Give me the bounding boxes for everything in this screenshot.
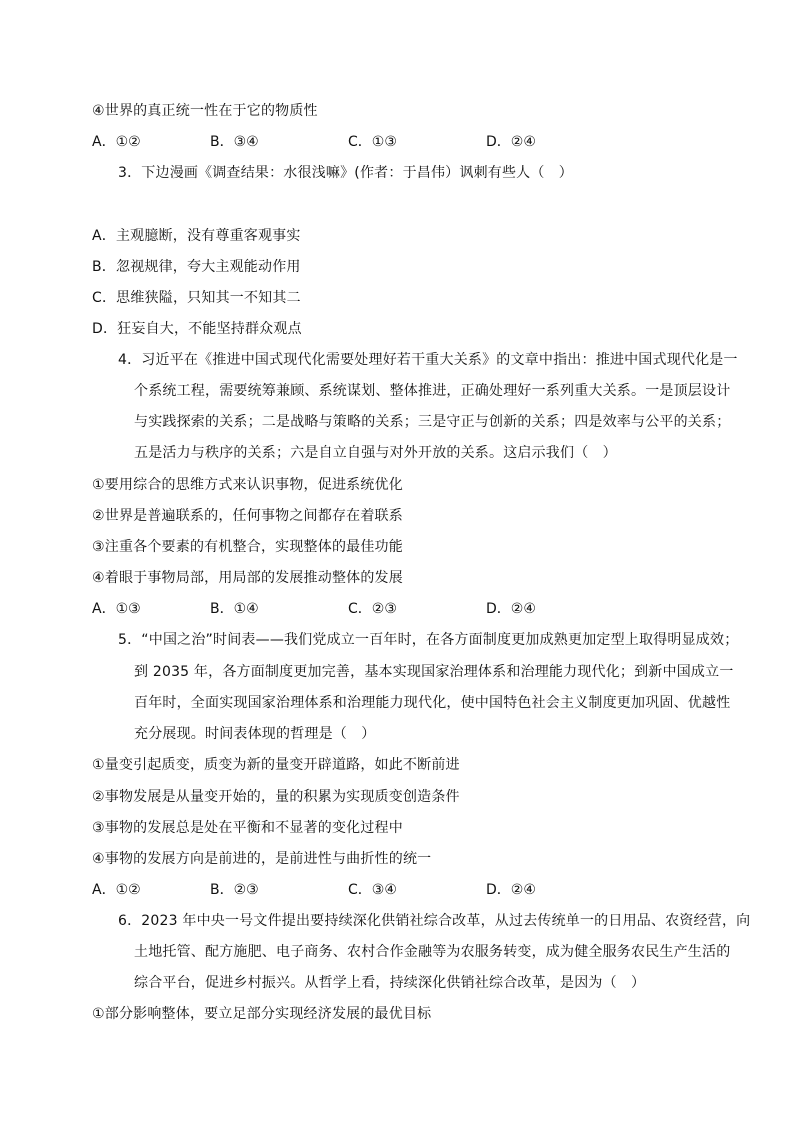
q6-item-1: ①部分影响整体，要立足部分实现经济发展的最优目标 [92,1006,432,1022]
q5-stem-line: 百年时，全面实现国家治理体系和治理能力现代化，使中国特色社会主义制度更加巩固、优越性 [134,695,731,711]
q5-stem-line: 充分展现。时间表体现的哲理是（ ） [134,726,376,742]
q5-option-c: C．③④ [348,882,397,898]
q5-item-1: ①量变引起质变，质变为新的量变开辟道路，如此不断前进 [92,757,460,773]
q2-option-a: A．①② [92,134,141,150]
q4-item-2: ②世界是普遍联系的，任何事物之间都存在着联系 [92,508,403,524]
q5-item-4: ④事物的发展方向是前进的，是前进性与曲折性的统一 [92,851,432,867]
q4-stem-line: 个系统工程，需要统筹兼顾、系统谋划、整体推进，正确处理好一系列重大关系。一是顶层设计 [134,383,731,399]
q5-stem-line: 到 2035 年，各方面制度更加完善，基本实现国家治理体系和治理能力现代化；到新中国成立一 [134,664,734,680]
q2-option-b: B．③④ [210,134,259,150]
q5-option-b: B．②③ [210,882,259,898]
q6-stem-line: 土地托管、配方施肥、电子商务、农村合作金融等为农服务转变，成为健全服务农民生产生活的 [134,944,731,960]
q4-option-a: A．①③ [92,601,141,617]
q2-option-d: D．②④ [486,134,536,150]
q4-item-3: ③注重各个要素的有机整合，实现整体的最佳功能 [92,539,403,555]
q5-option-d: D．②④ [486,882,536,898]
q4-stem-line: 4．习近平在《推进中国式现代化需要处理好若干重大关系》的文章中指出：推进中国式现代化是一 [118,352,738,368]
q4-option-b: B．①④ [210,601,259,617]
q3-option-c: C．思维狭隘，只知其一不知其二 [92,290,301,306]
q5-item-2: ②事物发展是从量变开始的，量的积累为实现质变创造条件 [92,789,460,805]
q3-stem: 3．下边漫画《调查结果：水很浅嘛》(作者：于昌伟）讽刺有些人（ ） [118,165,573,181]
q2-option-c: C．①③ [348,134,397,150]
q4-option-c: C．②③ [348,601,397,617]
q4-option-d: D．②④ [486,601,536,617]
q3-option-a: A．主观臆断，没有尊重客观事实 [92,228,301,244]
q5-item-3: ③事物的发展总是处在平衡和不显著的变化过程中 [92,820,403,836]
q4-item-4: ④着眼于事物局部，用局部的发展推动整体的发展 [92,570,403,586]
q6-stem-line: 综合平台，促进乡村振兴。从哲学上看，持续深化供销社综合改革，是因为（ ） [134,975,646,991]
q6-stem-line: 6．2023 年中央一号文件提出要持续深化供销社综合改革，从过去传统单一的日用品、农资经营，向 [118,913,751,929]
q4-item-1: ①要用综合的思维方式来认识事物，促进系统优化 [92,477,403,493]
q4-stem-line: 五是活力与秩序的关系；六是自立自强与对外开放的关系。这启示我们（ ） [134,445,617,461]
q2-item-4: ④世界的真正统一性在于它的物质性 [92,103,318,119]
q3-option-d: D．狂妄自大，不能坚持群众观点 [92,321,302,337]
q5-option-a: A．①② [92,882,141,898]
q4-stem-line: 与实践探索的关系；二是战略与策略的关系；三是守正与创新的关系；四是效率与公平的关系； [134,414,731,430]
q5-stem-line: 5．“中国之治”时间表——我们党成立一百年时，在各方面制度更加成熟更加定型上取得明显成效； [118,632,739,648]
q3-option-b: B．忽视规律，夸大主观能动作用 [92,259,301,275]
